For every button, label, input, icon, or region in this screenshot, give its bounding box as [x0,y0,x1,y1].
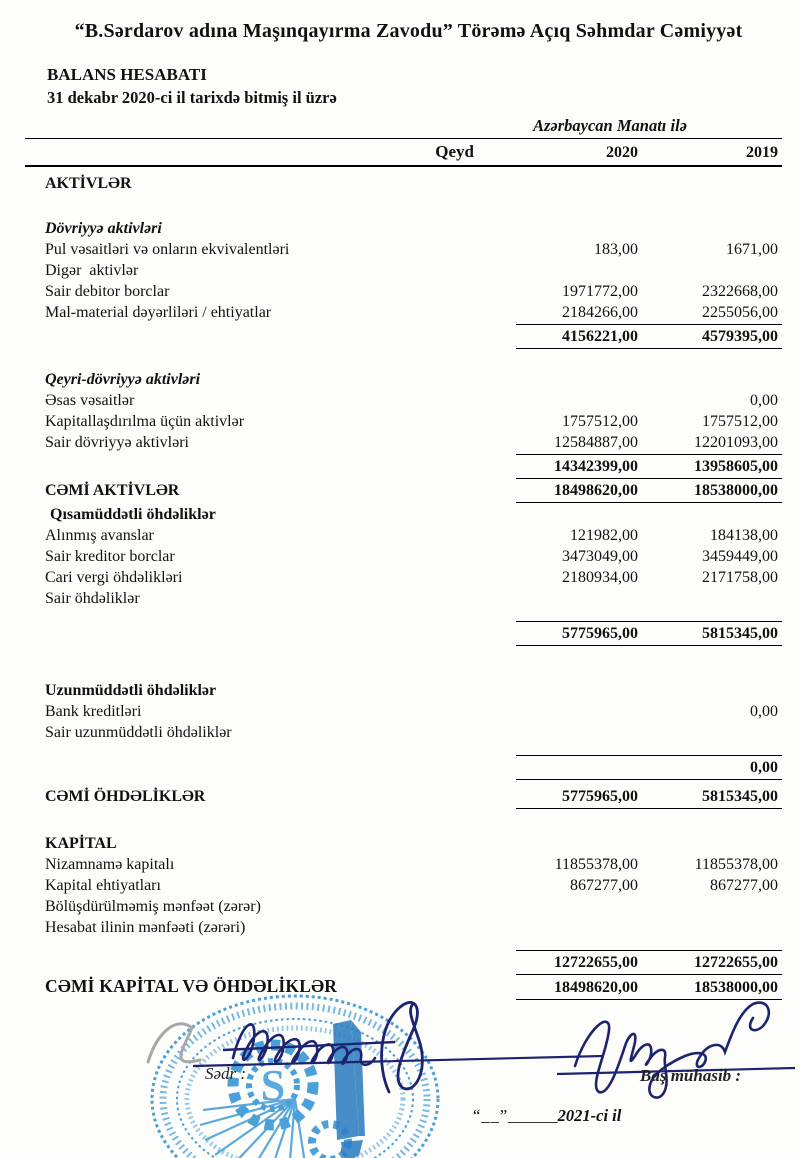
value-2019: 12722655,00 [694,954,778,971]
subtotal-rule [516,950,782,951]
subtotal-rule [516,779,782,780]
value-2019: 184138,00 [710,527,778,544]
value-2019: 5815345,00 [702,625,778,642]
table-row: Cari vergi öhdəlikləri 2180934,00 2171758,00 [45,567,782,588]
value-2020: 3473049,00 [562,548,638,565]
value-2019: 13958605,00 [694,458,778,475]
group-header-current-assets: Dövriyyə aktivləri [45,220,162,237]
date-blank: ______ [508,1106,558,1125]
svg-text:S: S [260,1061,286,1110]
table-row: Hesabat ilinin mənfəəti (zərəri) [45,919,246,936]
value-2019: 0,00 [750,703,778,720]
value-2020: 11855378,00 [554,856,638,873]
column-header-2019: 2019 [746,144,778,161]
table-row: Əsas vəsaitlər 0,00 [45,390,782,411]
value-2019: 18538000,00 [694,482,778,499]
table-row: Mal-material dəyərliləri / ehtiyatlar 2184266,00 2255056,00 [45,302,782,323]
header-rule-bottom [25,165,782,167]
table-row: Kapital ehtiyatları 867277,00 867277,00 [45,875,782,896]
chairman-label: Sədr : [205,1064,247,1083]
signature-block [45,1002,782,1158]
total-equity-liabilities-row: CƏMİ KAPİTAL VƏ ÖHDƏLİKLƏR 18498620,00 18538000,00 [45,976,782,998]
column-headers [45,141,782,163]
value-2020: 1971772,00 [562,283,638,300]
value-2020: 18498620,00 [554,482,638,499]
column-header-qeyd: Qeyd [435,142,474,161]
subtotal-rule [516,454,782,455]
date-quote: “__” [473,1106,509,1125]
section-header-current-liabilities: Qısamüddətli öhdəliklər [50,506,216,523]
table-row: Pul vəsaitləri və onların ekvivalentləri 183,00 1671,00 [45,239,782,260]
value-2020: 2184266,00 [562,304,638,321]
value-2019: 4579395,00 [702,328,778,345]
table-row: Kapitallaşdırılma üçün aktivlər 1757512,00 1757512,00 [45,411,782,432]
table-row: Bölüşdürülməmiş mənfəət (zərər) [45,898,261,915]
value-2019: 2322668,00 [702,283,778,300]
subtotal-rule [516,974,782,975]
value-2020: 121982,00 [570,527,638,544]
group-header-noncurrent-assets: Qeyri-dövriyyə aktivləri [45,371,201,388]
subtotal-row-longterm-liabilities [45,757,782,778]
table-row: Bank kreditləri 0,00 [45,701,782,722]
date-year: 2021-ci il [557,1106,622,1125]
table-row: Sair debitor borclar 1971772,00 2322668,00 [45,281,782,302]
subtotal-rule [516,478,782,479]
table-row: Alınmış avanslar 121982,00 184138,00 [45,525,782,546]
value-2019: 11855378,00 [694,856,778,873]
value-2020: 2180934,00 [562,569,638,586]
value-2020: 183,00 [594,241,638,258]
subtotal-row-noncurrent-assets [45,456,782,477]
total-rule [516,502,782,503]
value-2019: 18538000,00 [694,979,778,996]
column-header-2020: 2020 [606,144,638,161]
value-2019: 12201093,00 [694,434,778,451]
value-2019: 1757512,00 [702,413,778,430]
chief-accountant-signature [545,994,800,1106]
subtotal-rule [516,324,782,325]
value-2020: 12584887,00 [554,434,638,451]
subtotal-rule [516,348,782,349]
value-2020: 5775965,00 [562,788,638,805]
value-2019: 1671,00 [726,241,778,258]
table-row: Sair kreditor borclar 3473049,00 3459449,00 [45,546,782,567]
value-2020: 5775965,00 [562,625,638,642]
value-2020: 14342399,00 [554,458,638,475]
total-rule [516,808,782,809]
value-2020: 12722655,00 [554,954,638,971]
value-2019: 0,00 [750,759,778,776]
subtotal-rule [516,621,782,622]
report-period: 31 dekabr 2020-ci il tarixdə bitmiş il üzrə [47,88,337,107]
company-title: “B.Sərdarov adına Maşınqayırma Zavodu” Törəmə Açıq Səhmdar Cəmiyyət [74,20,743,42]
table-row: Sair öhdəliklər [45,590,140,607]
section-header-longterm-liabilities: Uzunmüddətli öhdəliklər [45,682,217,699]
total-assets-row: CƏMİ AKTİVLƏR 18498620,00 18538000,00 [45,480,782,501]
table-row: Digər aktivlər [45,262,139,279]
value-2020: 18498620,00 [554,979,638,996]
value-2019: 0,00 [750,392,778,409]
value-2019: 5815345,00 [702,788,778,805]
table-row: Nizamnamə kapitalı 11855378,00 11855378,00 [45,854,782,875]
value-2019: 2171758,00 [702,569,778,586]
header-rule-top [25,138,782,139]
chief-accountant-label: Baş mühasib : [640,1066,742,1085]
section-header-assets: AKTİVLƏR [45,175,132,192]
subtotal-row-equity [45,952,782,973]
date-line [473,1106,621,1126]
value-2020: 4156221,00 [562,328,638,345]
value-2019: 2255056,00 [702,304,778,321]
subtotal-rule [516,645,782,646]
value-2019: 3459449,00 [702,548,778,565]
table-row: Sair dövriyyə aktivləri 12584887,00 12201093,00 [45,432,782,453]
section-header-equity: KAPİTAL [45,835,117,852]
report-title: BALANS HESABATI [47,65,207,84]
subtotal-row-current-liabilities [45,623,782,644]
subtotal-rule [516,755,782,756]
value-2019: 867277,00 [710,877,778,894]
total-liabilities-row: CƏMİ ÖHDƏLİKLƏR 5775965,00 5815345,00 [45,786,782,807]
value-2020: 1757512,00 [562,413,638,430]
value-2020: 867277,00 [570,877,638,894]
subtotal-row-current-assets [45,326,782,347]
table-row: Sair uzunmüddətli öhdəliklər [45,724,232,741]
currency-note: Azərbaycan Manatı ilə [532,116,687,135]
